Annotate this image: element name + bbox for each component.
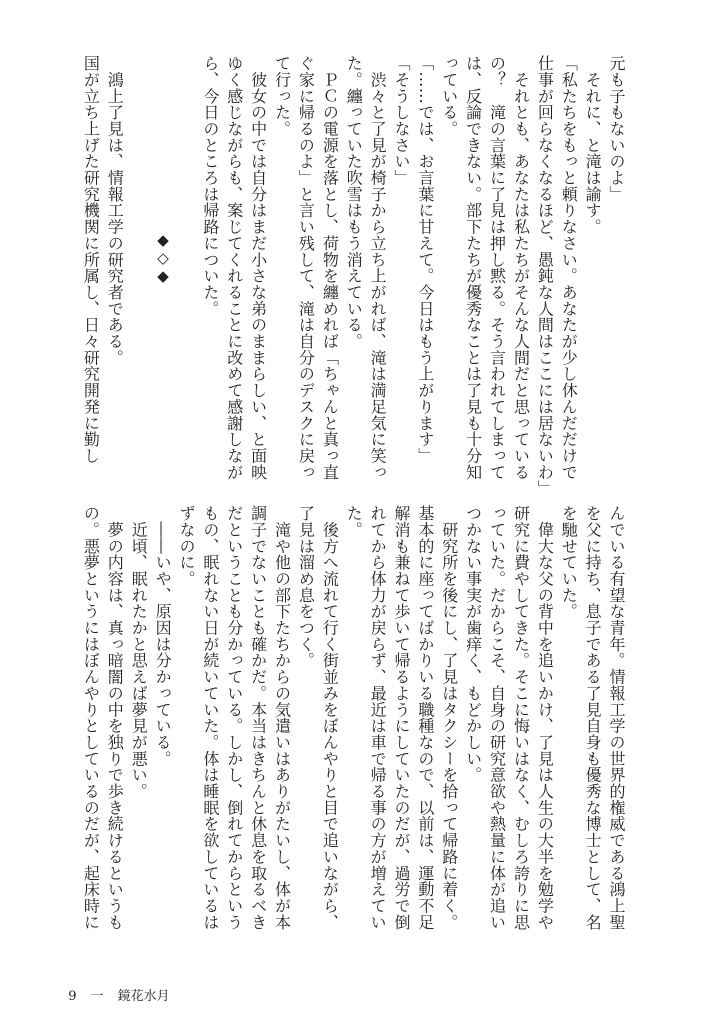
- text-column: 後方へ流れて行く街並みをぼんやりと目で追いながら、: [320, 505, 340, 931]
- text-column: 研究に費やしてきた。そこに悔いはなく、むしろ誇りに思: [511, 505, 531, 931]
- text-column: 了見は溜め息をつく。: [296, 505, 316, 669]
- text-column: 近頃、眠れたかと思えば夢見が悪い。: [129, 505, 149, 800]
- text-column: もの、眠れない日が続いていた。体は睡眠を欲しているは: [200, 505, 220, 931]
- text-column: 偉大な父の背中を追いかけ、了見は人生の大半を勉学や: [535, 505, 555, 931]
- section-separator: ◆◇◆: [154, 231, 173, 285]
- text-column: 国が立ち上げた研究機関に所属し、日々研究開発に勤し: [81, 55, 101, 464]
- text-column: 夢の内容は、真っ暗闇の中を独りで歩き続けるというも: [105, 505, 125, 931]
- page-number: 9: [68, 989, 77, 1004]
- text-column: 渋々と了見が椅子から立ち上がれば、滝は満足気に笑っ: [368, 55, 388, 481]
- text-column: 「そうしなさい」: [391, 55, 411, 186]
- text-column: 「私たちをもっと頼りなさい。あなたが少し休んだだけで: [559, 55, 579, 481]
- text-column: ゆく感じながらも、案じてくれることに改めて感謝しなが: [224, 55, 244, 481]
- text-column: っている。: [439, 55, 459, 137]
- text-column: 鴻上了見は、情報工学の研究者である。: [105, 55, 125, 366]
- text-column: それに、と滝は諭す。: [583, 55, 603, 235]
- text-column: 解消も兼ねて歩いて帰るようにしていたのだが、過労で倒: [391, 505, 411, 931]
- text-column: つかない事実が歯痒く、もどかしい。: [463, 505, 483, 783]
- text-column: 仕事が回らなくなるほど、愚鈍な人間はここには居ないわ」: [535, 55, 555, 497]
- text-column: それとも、あなたは私たちがそんな人間だと思っている: [511, 55, 531, 481]
- text-column: の？ 滝の言葉に了見は押し黙る。そう言われてしまって: [487, 55, 507, 481]
- text-column: 調子でないことも確かだ。本当はきちんと休息を取るべき: [248, 505, 268, 931]
- text-column: っていた。だからこそ、自身の研究意欲や熱量に体が追い: [487, 505, 507, 931]
- book-title: 鏡花水月: [117, 989, 170, 1004]
- text-column: 「……では、お言葉に甘えて。今日はもう上がります」: [415, 55, 435, 464]
- text-column: た。: [344, 505, 364, 538]
- text-column: 元も子もないのよ」: [607, 55, 626, 203]
- text-column: ずなのに。: [176, 505, 196, 587]
- text-column: 研究所を後にし、了見はタクシーを拾って帰路に着く。: [439, 505, 459, 931]
- text-column: 滝や他の部下たちからの気遣いはありがたいし、体が本: [272, 505, 292, 931]
- text-column: た。纏っていた吹雪はもう消えている。: [344, 55, 364, 350]
- text-column: 基本的に座ってばかりいる職種なので、以前は、運動不足: [415, 505, 435, 931]
- text-column: ――いや、原因は分かっている。: [153, 505, 173, 767]
- text-column: ＰＣの電源を落とし、荷物を纏めれば「ちゃんと真っ直: [320, 55, 340, 481]
- text-column: ら、今日のところは帰路についた。: [200, 55, 220, 317]
- footer-separator: 一: [90, 989, 104, 1004]
- text-column: を馳せていた。: [559, 505, 579, 620]
- text-column: を父に持ち、息子である了見自身も優秀な博士として、名: [583, 505, 603, 931]
- text-column: て行った。: [272, 55, 292, 137]
- text-column: の。悪夢というにはぼんやりとしているのだが、起床時に: [81, 505, 101, 931]
- text-column: [126, 55, 150, 485]
- top-text-block: [79, 55, 628, 497]
- text-column: んでいる有望な青年。情報工学の世界的権威である鴻上聖: [607, 505, 626, 931]
- text-column: 彼女の中では自分はまだ小さな弟のままらしい、と面映: [248, 55, 268, 481]
- text-column: [174, 55, 198, 485]
- text-column: だということも分かっている。しかし、倒れてからという: [224, 505, 244, 931]
- text-column: れてから体力が戻らず、最近は車で帰る事の方が増えてい: [368, 505, 388, 931]
- text-column: は、反論できない。部下たちが優秀なことは了見も十分知: [463, 55, 483, 481]
- page-footer: [60, 970, 184, 1004]
- bottom-text-block: [79, 505, 628, 935]
- text-column: ぐ家に帰るのよ」と言い残して、滝は自分のデスクに戻っ: [296, 55, 316, 481]
